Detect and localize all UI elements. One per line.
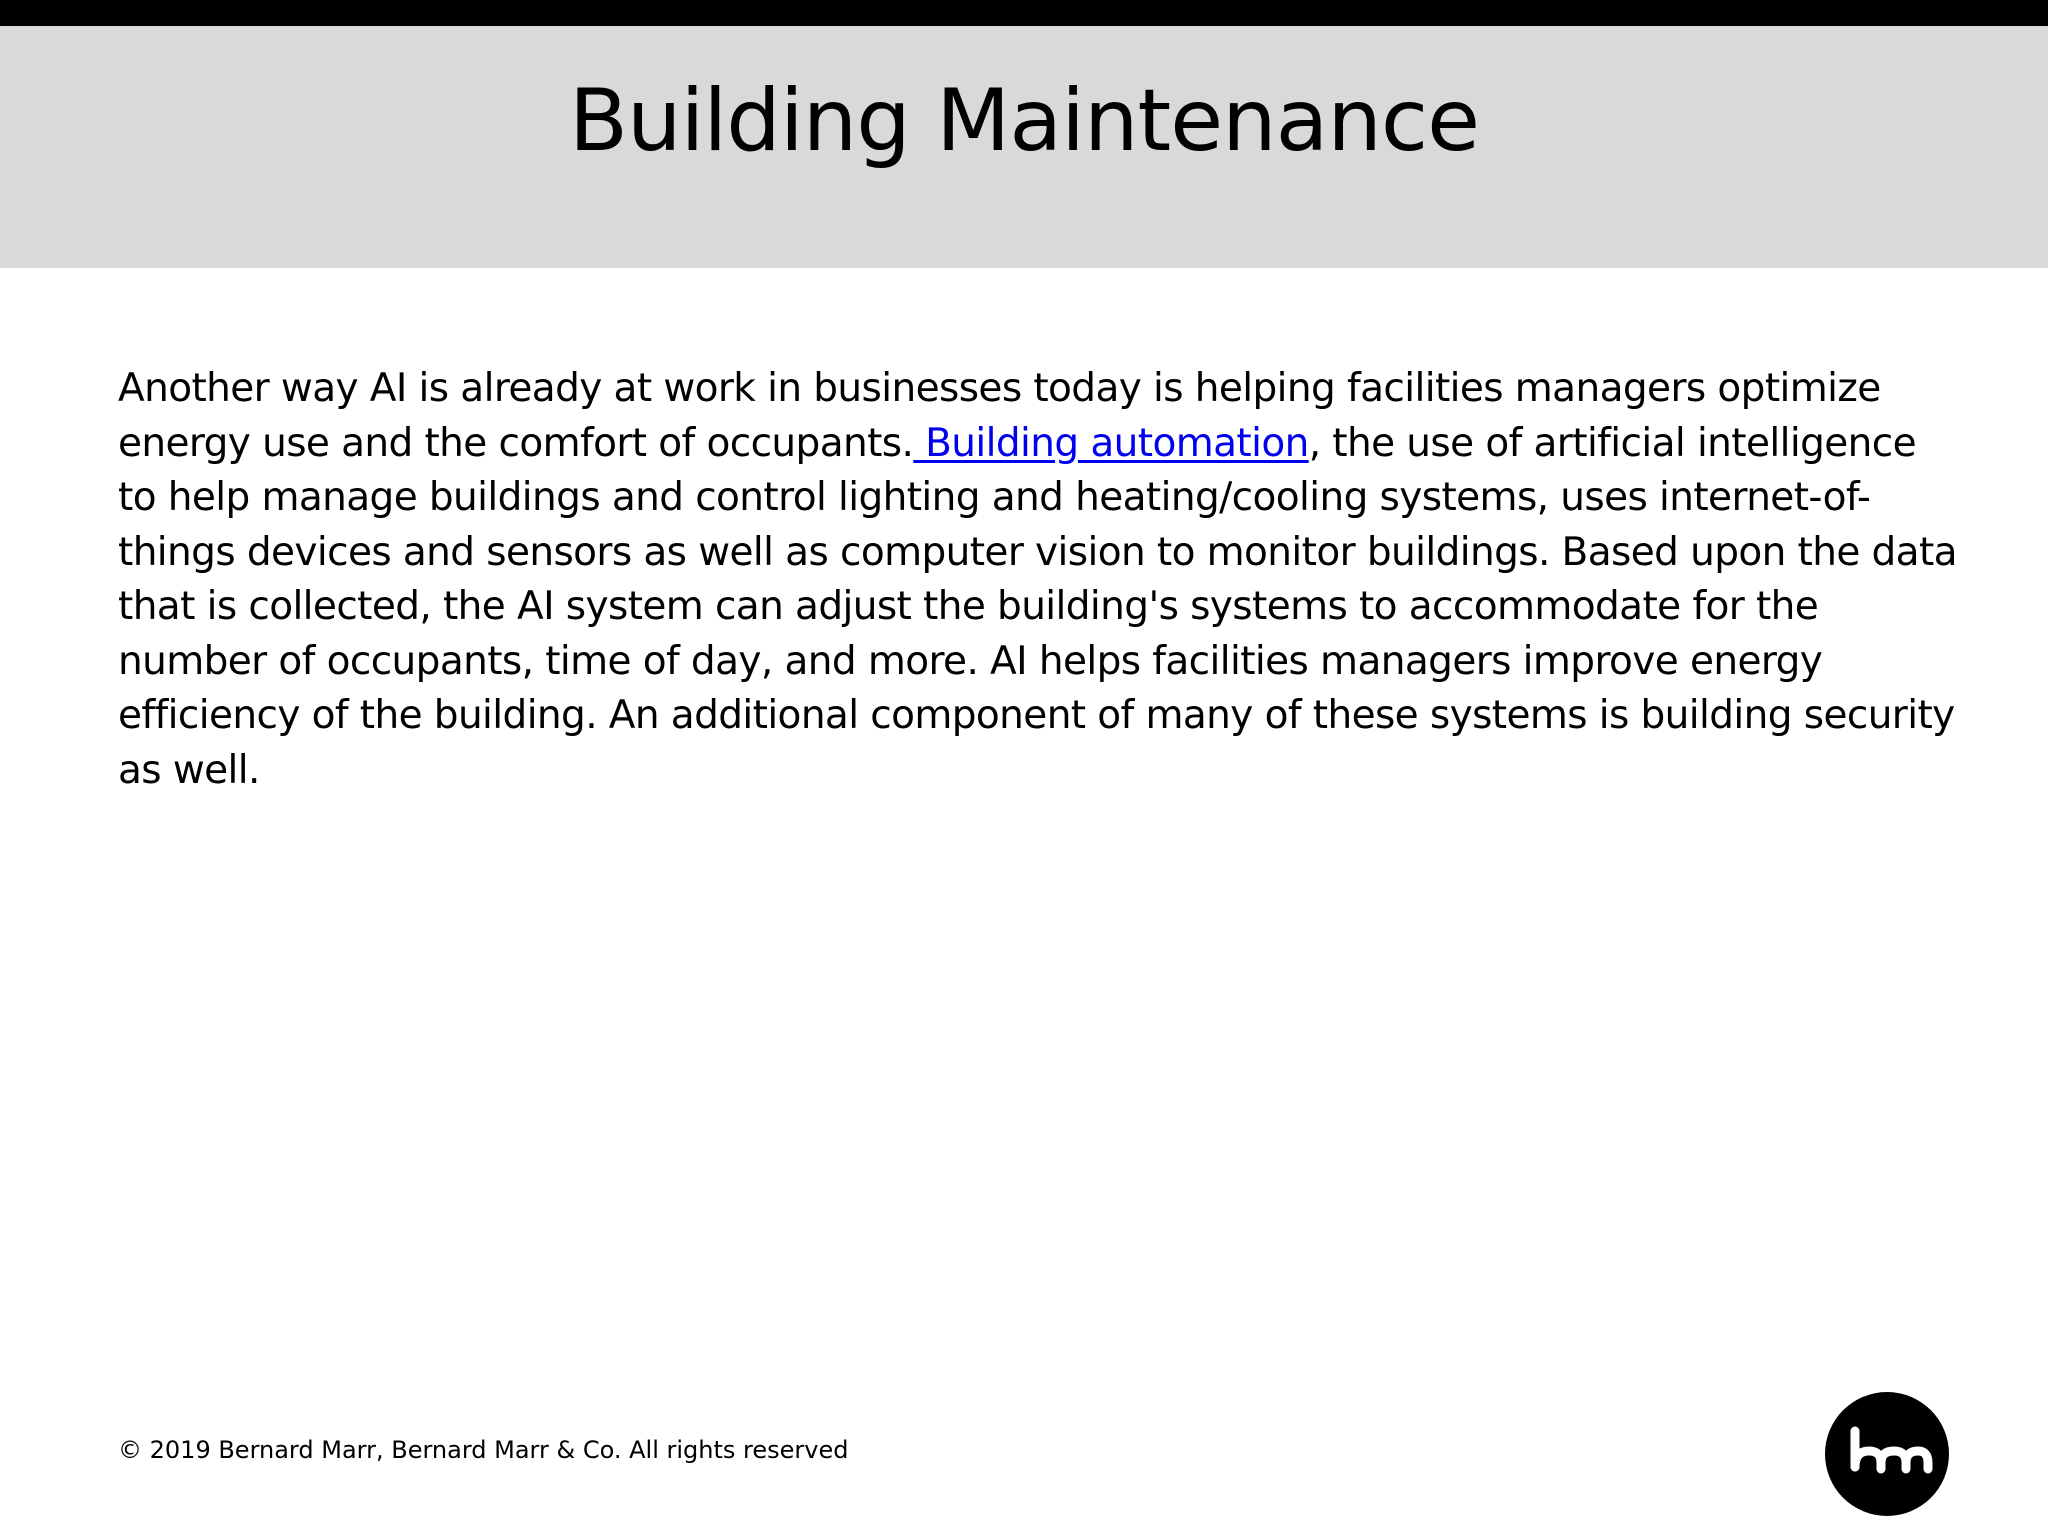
building-automation-link[interactable]: Building automation <box>913 420 1309 466</box>
body-text-after-link: , the use of artificial intelligence to help manage buildings and control lighting and heating/cooling systems, uses internet-of-things devices and sensors as well as computer vision to monitor buildings. Based upon the data that is collected, the AI system can adjust the building's systems to accommodate for the number of occupants, time of day, and more. AI helps facilities managers improve energy efficiency of the building. An additional component of many of these systems is building security as well. <box>118 420 1957 793</box>
bm-logo-graphic <box>1824 1391 1950 1517</box>
body-text-before-link: Another way AI is already at work in businesses today is helping facilities managers optimize energy use and the comfort of occupants. <box>118 366 1881 466</box>
copyright-footer: © 2019 Bernard Marr, Bernard Marr & Co. All rights reserved <box>118 1436 849 1464</box>
slide-title: Building Maintenance <box>568 71 1480 171</box>
body-paragraph <box>118 362 1958 798</box>
top-bar <box>0 0 2048 26</box>
bm-logo-icon <box>1824 1391 1950 1517</box>
title-band <box>0 26 2048 268</box>
